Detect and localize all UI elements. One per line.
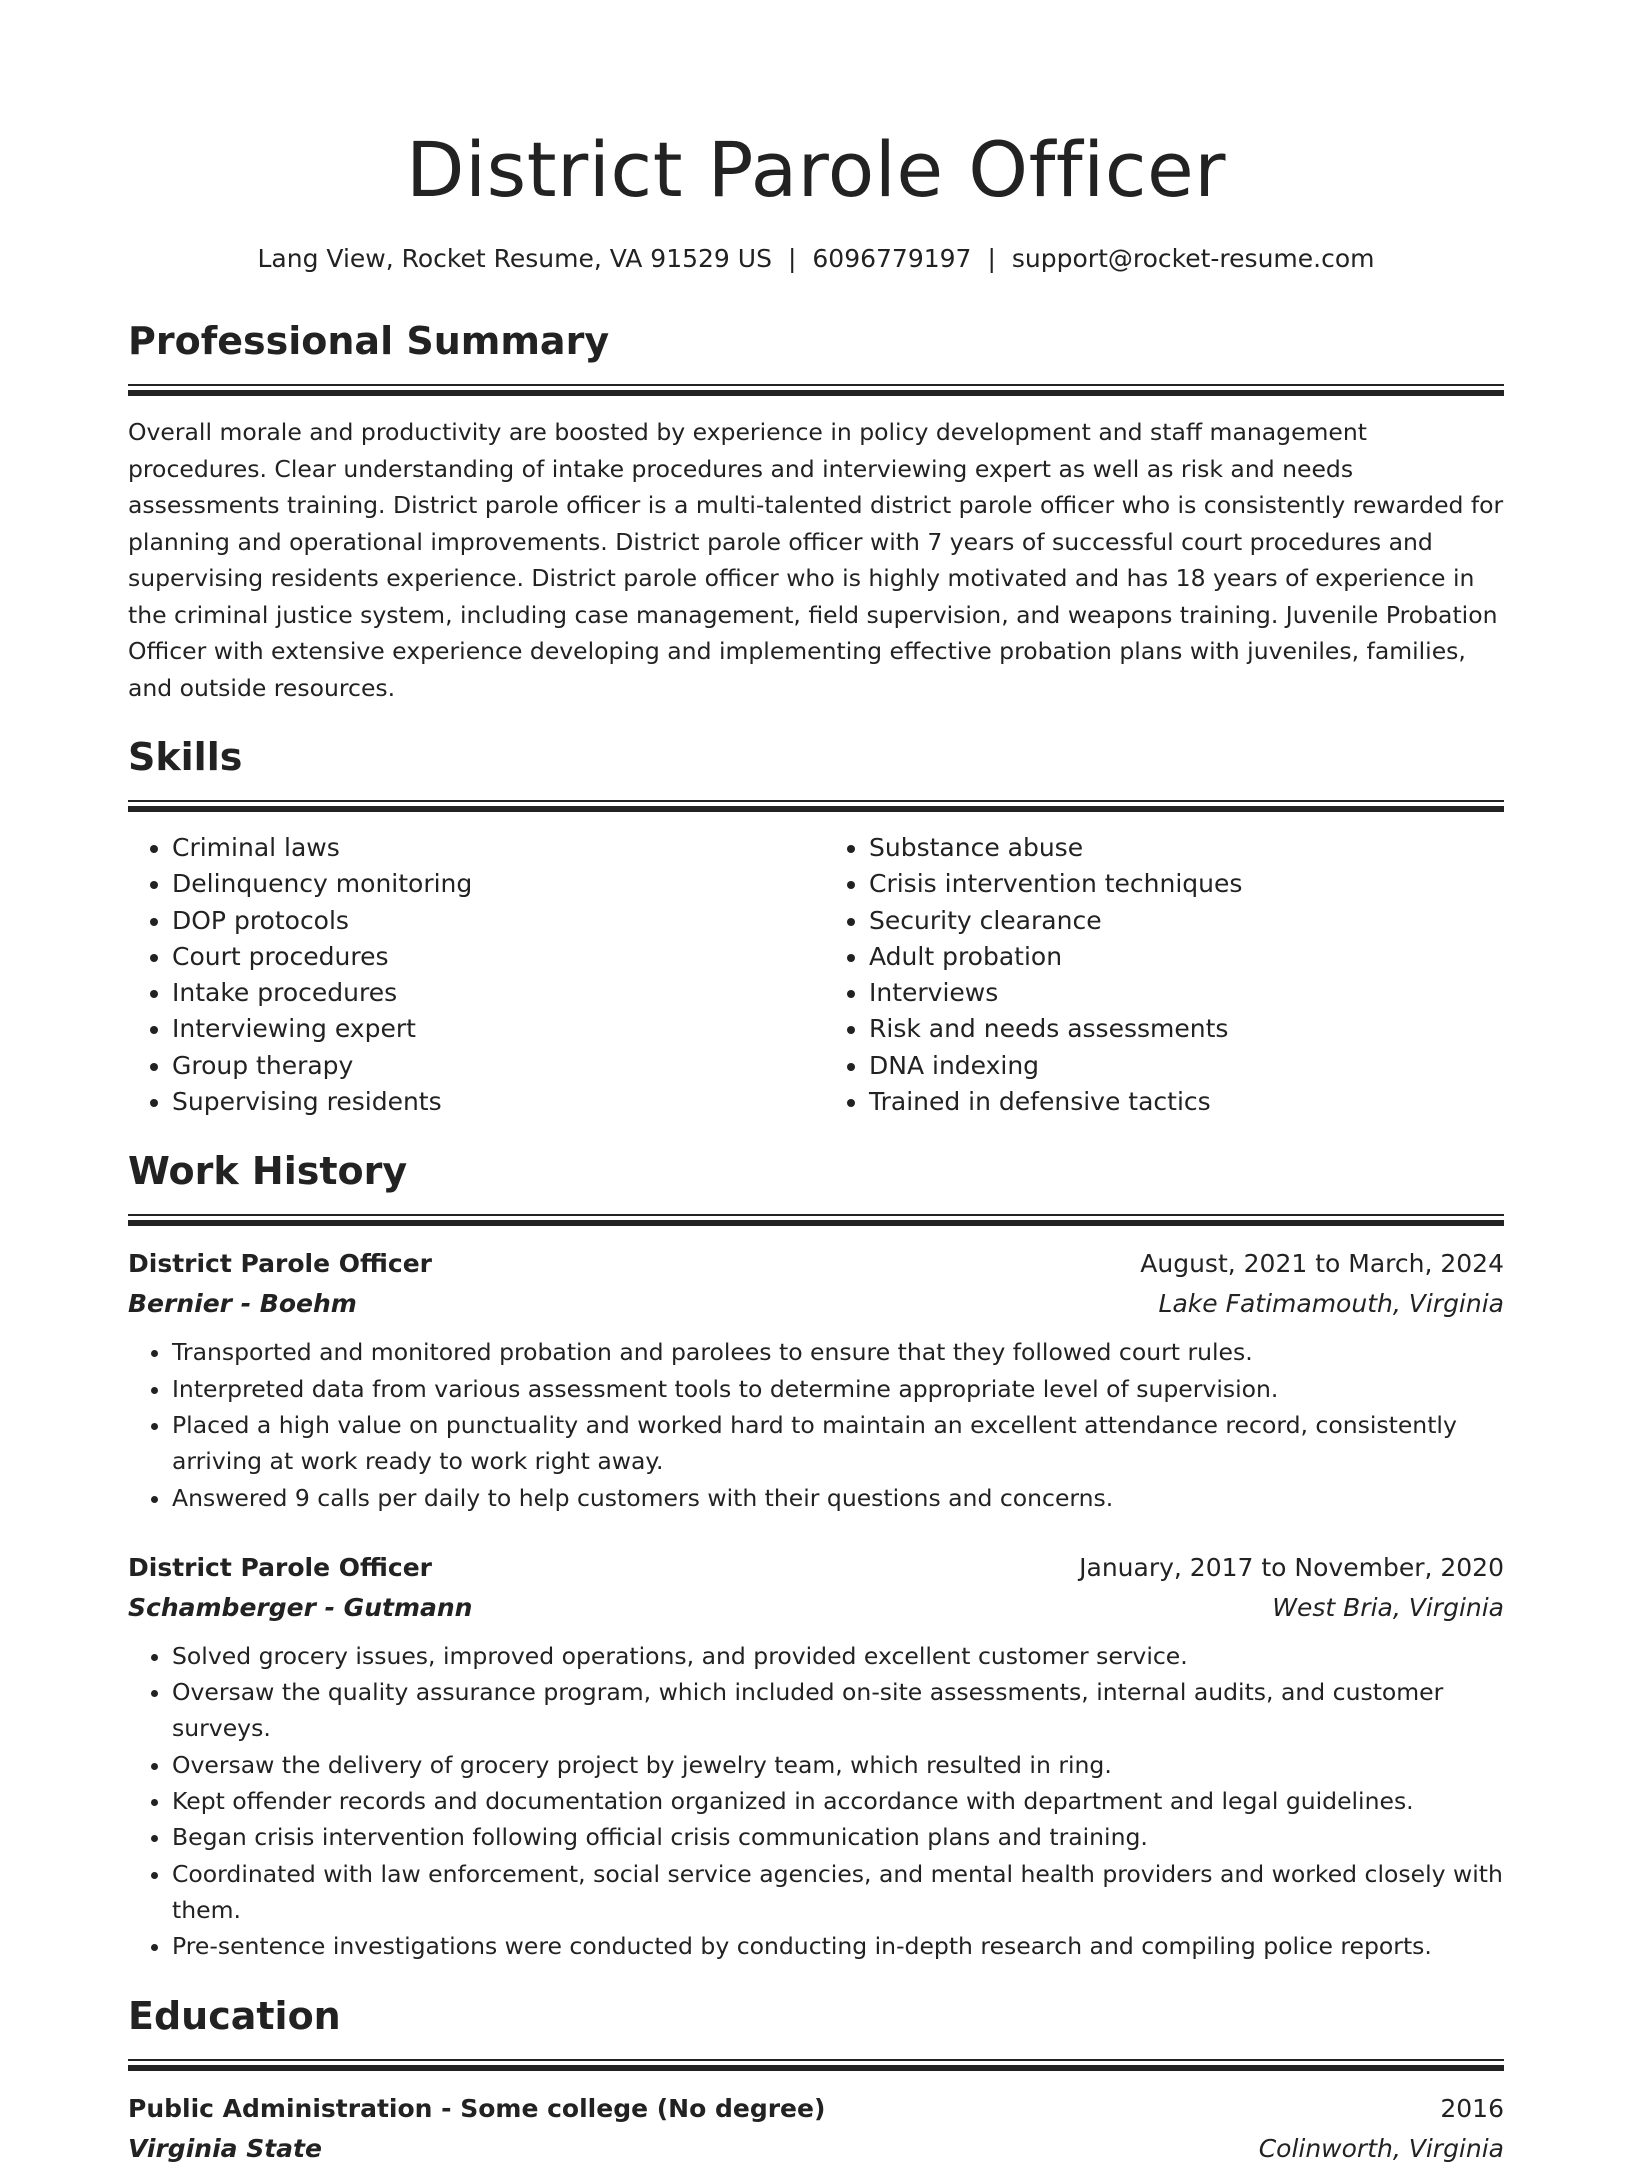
skill-item: • DOP protocols xyxy=(172,903,807,939)
skill-item: • Substance abuse xyxy=(869,830,1504,866)
job-title: District Parole Officer xyxy=(128,1552,433,1582)
job-title: District Parole Officer xyxy=(128,1249,433,1279)
section-title-education: Education xyxy=(128,1993,341,2038)
job-location: West Bria, Virginia xyxy=(1272,1592,1504,1622)
skill-item: • Risk and needs assessments xyxy=(869,1011,1504,1047)
skill-item: • DNA indexing xyxy=(869,1048,1504,1084)
job-bullets xyxy=(128,1334,1504,1515)
education-location: Colinworth, Virginia xyxy=(1258,2133,1504,2163)
skills-section xyxy=(128,732,1504,1120)
contact-address: Lang View, Rocket Resume, VA 91529 US xyxy=(257,244,772,273)
skill-item: • Interviews xyxy=(869,975,1504,1011)
contact-phone: 6096779197 xyxy=(812,244,972,273)
skill-item: • Delinquency monitoring xyxy=(172,866,807,902)
skill-item: • Group therapy xyxy=(172,1048,807,1084)
education-section xyxy=(128,1991,1504,2169)
job-bullet: • Coordinated with law enforcement, social service agencies, and mental health providers and worked closely with them. xyxy=(172,1856,1504,1929)
section-divider xyxy=(128,800,1504,812)
contact-separator: | xyxy=(787,244,797,273)
section-divider xyxy=(128,1214,1504,1226)
resume-name: District Parole Officer xyxy=(406,125,1226,214)
skills-columns xyxy=(128,830,1504,1120)
skill-item: • Intake procedures xyxy=(172,975,807,1011)
job-bullet: • Kept offender records and documentation organized in accordance with department and legal guidelines. xyxy=(172,1783,1504,1819)
contact-line xyxy=(128,242,1504,276)
job-bullets xyxy=(128,1638,1504,1965)
job-bullet: • Transported and monitored probation and parolees to ensure that they followed court rules. xyxy=(172,1334,1504,1370)
education-year: 2016 xyxy=(1440,2093,1504,2123)
job-company: Bernier - Boehm xyxy=(128,1289,357,1319)
skill-item: • Adult probation xyxy=(869,939,1504,975)
skill-item: • Security clearance xyxy=(869,903,1504,939)
job-company: Schamberger - Gutmann xyxy=(128,1592,473,1622)
section-divider xyxy=(128,384,1504,396)
job-bullet: • Oversaw the delivery of grocery project by jewelry team, which resulted in ring. xyxy=(172,1747,1504,1783)
skill-item: • Criminal laws xyxy=(172,830,807,866)
job-bullet: • Began crisis intervention following official crisis communication plans and training. xyxy=(172,1819,1504,1855)
job-bullet: • Oversaw the quality assurance program, which included on-site assessments, internal audits, and customer surveys. xyxy=(172,1674,1504,1747)
education-degree: Public Administration - Some college (No degree) xyxy=(128,2093,826,2123)
job-entry xyxy=(128,1548,1504,1965)
section-title-summary: Professional Summary xyxy=(128,319,610,363)
education-school: Virginia State xyxy=(128,2133,322,2163)
job-dates: August, 2021 to March, 2024 xyxy=(1140,1249,1504,1279)
job-bullet: • Interpreted data from various assessment tools to determine appropriate level of supervision. xyxy=(172,1371,1504,1407)
job-location: Lake Fatimamouth, Virginia xyxy=(1158,1289,1504,1319)
contact-email: support@rocket-resume.com xyxy=(1011,244,1375,273)
job-dates: January, 2017 to November, 2020 xyxy=(1079,1552,1504,1582)
skill-item: • Crisis intervention techniques xyxy=(869,866,1504,902)
skill-item: • Interviewing expert xyxy=(172,1011,807,1047)
job-bullet: • Solved grocery issues, improved operations, and provided excellent customer service. xyxy=(172,1638,1504,1674)
skills-list-left xyxy=(128,830,807,1120)
job-bullet: • Placed a high value on punctuality and worked hard to maintain an excellent attendance record, consistently arriving at work ready to work right away. xyxy=(172,1407,1504,1480)
work-history-section xyxy=(128,1146,1504,1964)
job-bullet: • Pre-sentence investigations were conducted by conducting in-depth research and compiling police reports. xyxy=(172,1928,1504,1964)
skill-item: • Court procedures xyxy=(172,939,807,975)
section-title-skills: Skills xyxy=(128,735,243,779)
skills-list-right xyxy=(825,830,1504,1120)
section-title-work-history: Work History xyxy=(128,1149,408,1194)
summary-section xyxy=(128,316,1504,706)
job-bullet: • Answered 9 calls per daily to help customers with their questions and concerns. xyxy=(172,1480,1504,1516)
skill-item: • Trained in defensive tactics xyxy=(869,1084,1504,1120)
summary-text: Overall morale and productivity are boosted by experience in policy development and staff management procedures. Clear understanding of intake procedures and interviewing expert as well as risk and needs assessments training. District parole officer is a multi-talented district parole officer who is consistently rewarded for planning and operational improvements. District parole officer with 7 years of successful court procedures and supervising residents experience. District parole officer who is highly motivated and has 18 years of experience in the criminal justice system, including case management, field supervision, and weapons training. Juvenile Probation Officer with extensive experience developing and implementing effective probation plans with juveniles, families, and outside resources. xyxy=(128,418,1504,702)
job-entry xyxy=(128,1244,1504,1515)
contact-separator: | xyxy=(987,244,996,273)
section-divider xyxy=(128,2059,1504,2071)
skill-item: • Supervising residents xyxy=(172,1084,807,1120)
